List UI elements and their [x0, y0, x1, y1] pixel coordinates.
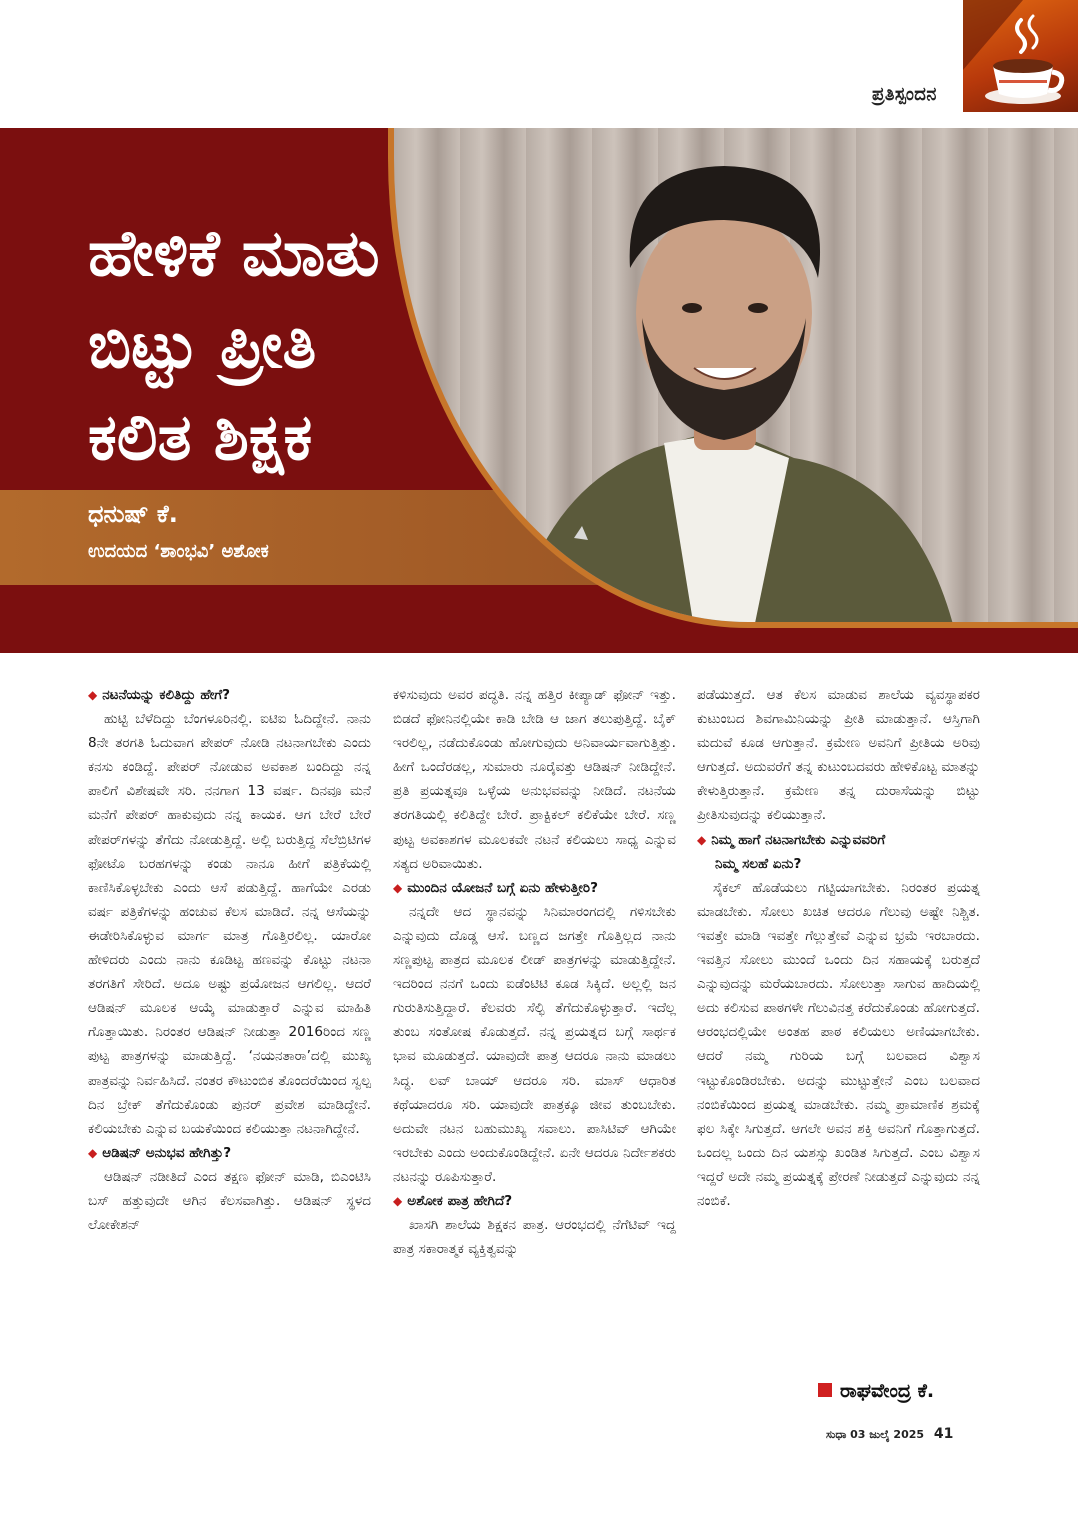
- article-paragraph: ಖಾಸಗಿ ಶಾಲೆಯ ಶಿಕ್ಷಕನ ಪಾತ್ರ. ಆರಂಭದಲ್ಲಿ ನೆಗೆಟಿವ್ ಇದ್ದ ಪಾತ್ರ ಸಕಾರಾತ್ಮಕ ವ್ಯಕ್ತಿತ್ವವನ್ನು: [393, 1217, 676, 1258]
- question-heading: ◆ ಮುಂದಿನ ಯೋಜನೆ ಬಗ್ಗೆ ಏನು ಹೇಳುತ್ತೀರಿ?: [393, 879, 598, 896]
- question-diamond-icon: ◆: [393, 1193, 403, 1208]
- question-heading: ◆ ನಿಮ್ಮ ಹಾಗೆ ನಟನಾಗಬೇಕು ಎನ್ನುವವರಿಗೆ ನಿಮ್ಮ ಸಲಹೆ ಏನು?: [697, 831, 886, 872]
- author-credit: [818, 1380, 934, 1402]
- coffee-cup-icon: [963, 0, 1078, 112]
- article-paragraph: ಕಳಿಸುವುದು ಅವರ ಪದ್ಧತಿ. ನನ್ನ ಹತ್ತಿರ ಕೀಪ್ಯಾಡ್ ಫೋನ್ ಇತ್ತು. ಬಿಡದೆ ಫೋನಿನಲ್ಲಿಯೇ ಕಾಡಿ ಬೇಡಿ ಆ ಜಾಗ ತಲುಪುತ್ತಿದ್ದೆ. ಬೈಕ್ ಇರಲಿಲ್ಲ, ನಡೆದುಕೊಂಡು ಹೋಗುವುದು ಅನಿವಾರ್ಯವಾಗುತ್ತಿತ್ತು. ಹೀಗೆ ಒಂದೆರಡಲ್ಲ, ಸುಮಾರು ನೂರೈವತ್ತು ಆಡಿಷನ್ ನೀಡಿದ್ದೇನೆ. ಪ್ರತಿ ಪ್ರಯತ್ನವೂ ಒಳ್ಳೆಯ ಅನುಭವವನ್ನು ನೀಡಿದೆ. ನಟನೆಯ ತರಗತಿಯಲ್ಲಿ ಕಲಿತಿದ್ದೇ ಬೇರೆ. ಪ್ರಾಕ್ಟಿಕಲ್ ಕಲಿಕೆಯೇ ಬೇರೆ. ಸಣ್ಣ ಪುಟ್ಟ ಅವಕಾಶಗಳ ಮೂಲಕವೇ ನಟನೆ ಕಲಿಯಲು ಸಾಧ್ಯ ಎನ್ನುವ ಸತ್ಯದ ಅರಿವಾಯಿತು.: [393, 687, 676, 872]
- article-paragraph: ಹುಟ್ಟಿ ಬೆಳೆದಿದ್ದು ಬೆಂಗಳೂರಿನಲ್ಲಿ. ಐಟಿಐ ಓದಿದ್ದೇನೆ. ನಾನು 8ನೇ ತರಗತಿ ಓದುವಾಗ ಪೇಪರ್ ನೋಡಿ ನಟನಾಗಬೇಕು ಎಂದು ಕನಸು ಕಂಡಿದ್ದೆ. ಪೇಪರ್ ನೋಡುವ ಅವಕಾಶ ಬಂದಿದ್ದು ನನ್ನ ಪಾಲಿಗೆ ವಿಶೇಷವೇ ಸರಿ. ನನಗಾಗ 13 ವರ್ಷ. ದಿನವೂ ಮನೆ ಮನೆಗೆ ಪೇಪರ್ ಹಾಕುವುದು ನನ್ನ ಕಾಯಕ. ಆಗ ಬೇರೆ ಬೇರೆ ಪೇಪರ್‌ಗಳನ್ನು ತೆಗೆದು ನೋಡುತ್ತಿದ್ದೆ. ಅಲ್ಲಿ ಬರುತ್ತಿದ್ದ ಸೆಲೆಬ್ರಿಟಿಗಳ ಫೋಟೊ ಬರಹಗಳನ್ನು ಕಂಡು ನಾನೂ ಹೀಗೆ ಪತ್ರಿಕೆಯಲ್ಲಿ ಕಾಣಿಸಿಕೊಳ್ಳಬೇಕು ಎಂದು ಆಸೆ ಪಡುತ್ತಿದ್ದೆ. ಹಾಗೆಯೇ ಎರಡು ವರ್ಷ ಪತ್ರಿಕೆಗಳನ್ನು ಹಂಚುವ ಕೆಲಸ ಮಾಡಿದೆ. ನನ್ನ ಆಸೆಯನ್ನು ಈಡೇರಿಸಿಕೊಳ್ಳುವ ಮಾರ್ಗ ಮಾತ್ರ ಗೊತ್ತಿರಲಿಲ್ಲ. ಯಾರೋ ಹೇಳಿದರು ಎಂದು ನಾನು ಕೂಡಿಟ್ಟ ಹಣವನ್ನು ಕೊಟ್ಟು ನಟನಾ ತರಗತಿಗೆ ಸೇರಿದೆ. ಅದೂ ಅಷ್ಟು ಪ್ರಯೋಜನ ಆಗಲಿಲ್ಲ. ಆದರೆ ಆಡಿಷನ್ ಮೂಲಕ ಆಯ್ಕೆ ಮಾಡುತ್ತಾರೆ ಎನ್ನುವ ಮಾಹಿತಿ ಗೊತ್ತಾಯಿತು. ನಿರಂತರ ಆಡಿಷನ್ ನೀಡುತ್ತಾ 2016ರಿಂದ ಸಣ್ಣ ಪುಟ್ಟ ಪಾತ್ರಗಳನ್ನು ಮಾಡುತ್ತಿದ್ದೆ. ‘ನಯನತಾರಾ’ದಲ್ಲಿ ಮುಖ್ಯ ಪಾತ್ರವನ್ನು ನಿರ್ವಹಿಸಿದೆ. ನಂತರ ಕೌಟುಂಬಿಕ ತೊಂದರೆಯಿಂದ ಸ್ವಲ್ಪ ದಿನ ಬ್ರೇಕ್ ತೆಗೆದುಕೊಂಡು ಪುನರ್ ಪ್ರವೇಶ ಮಾಡಿದ್ದೇನೆ. ಕಲಿಯಬೇಕು ಎನ್ನುವ ಬಯಕೆಯಿಂದ ಕಲಿಯುತ್ತಾ ನಟನಾಗಿದ್ದೇನೆ.: [88, 711, 371, 1137]
- title-line: ಬಿಟ್ಟು ಪ್ರೀತಿ: [88, 309, 317, 383]
- question-heading: ◆ ಅಶೋಕ ಪಾತ್ರ ಹೇಗಿದೆ?: [393, 1192, 513, 1209]
- section-label: ಪ್ರತಿಸ್ಪಂದನ: [872, 84, 937, 105]
- author-name: ರಾಘವೇಂದ್ರ ಕೆ.: [840, 1380, 935, 1402]
- question-heading: ◆ ಆಡಿಷನ್ ಅನುಭವ ಹೇಗಿತ್ತು?: [88, 1144, 232, 1161]
- issue-info: ಸುಧಾ 03 ಜುಲೈ 2025: [826, 1428, 925, 1441]
- article-paragraph: ಆಡಿಷನ್ ನಡೀತಿದೆ ಎಂದ ತಕ್ಷಣ ಫೋನ್ ಮಾಡಿ, ಬಿಎಂಟಿಸಿ ಬಸ್ ಹತ್ತುವುದೇ ಆಗಿನ ಕೆಲಸವಾಗಿತ್ತು. ಆಡಿಷನ್ ಸ್ಥಳದ ಲೋಕೇಶನ್: [88, 1168, 371, 1234]
- question-diamond-icon: ◆: [88, 1145, 98, 1160]
- byline-role: ಉದಯದ ‘ಶಾಂಭವಿ’ ಅಶೋಕ: [88, 541, 269, 562]
- question-heading: ◆ ನಟನೆಯನ್ನು ಕಲಿತಿದ್ದು ಹೇಗೆ?: [88, 687, 231, 703]
- article-paragraph: ಪಡೆಯುತ್ತದೆ. ಆತ ಕೆಲಸ ಮಾಡುವ ಶಾಲೆಯ ವ್ಯವಸ್ಥಾಪಕರ ಕುಟುಂಬದ ಶಿವಗಾಮಿನಿಯನ್ನು ಪ್ರೀತಿ ಮಾಡುತ್ತಾನೆ. ಆಸ್ತಿಗಾಗಿ ಮದುವೆ ಕೂಡ ಆಗುತ್ತಾನೆ. ಕ್ರಮೇಣ ಅವನಿಗೆ ಪ್ರೀತಿಯ ಅರಿವು ಆಗುತ್ತದೆ. ಅದುವರೆಗೆ ತನ್ನ ಕುಟುಂಬದವರು ಹೇಳಿಕೊಟ್ಟ ಮಾತನ್ನು ಕೇಳುತ್ತಿರುತ್ತಾನೆ. ಕ್ರಮೇಣ ತನ್ನ ದುರಾಸೆಯನ್ನು ಬಿಟ್ಟು ಪ್ರೀತಿಸುವುದನ್ನು ಕಲಿಯುತ್ತಾನೆ.: [697, 687, 980, 824]
- question-diamond-icon: ◆: [393, 880, 403, 895]
- title-line: ಹೇಳಿಕೆ ಮಾತು: [88, 217, 380, 291]
- question-diamond-icon: ◆: [88, 688, 98, 702]
- article-column-2: [393, 683, 676, 1261]
- page-number: 41: [933, 1426, 954, 1442]
- page-footer: [826, 1426, 953, 1442]
- header-banner: [0, 128, 1078, 653]
- byline-name: ಧನುಷ್ ಕೆ.: [88, 500, 178, 528]
- article-paragraph: ಸೈಕಲ್ ಹೊಡೆಯಲು ಗಟ್ಟಿಯಾಗಬೇಕು. ನಿರಂತರ ಪ್ರಯತ್ನ ಮಾಡಬೇಕು. ಸೋಲು ಖಚಿತ ಆದರೂ ಗೆಲುವು ಅಷ್ಟೇ ನಿಶ್ಚಿತ. ಇವತ್ತೇ ಮಾಡಿ ಇವತ್ತೇ ಗೆಲ್ಲುತ್ತೇವೆ ಎನ್ನುವ ಭ್ರಮೆ ಇರಬಾರದು. ಇವತ್ತಿನ ಸೋಲು ಮುಂದೆ ಒಂದು ದಿನ ಸಹಾಯಕ್ಕೆ ಬರುತ್ತದೆ ಎನ್ನುವುದನ್ನು ಮರೆಯಬಾರದು. ಸೋಲುತ್ತಾ ಸಾಗುವ ಹಾದಿಯಲ್ಲಿ ಅದು ಕಲಿಸುವ ಪಾಠಗಳೇ ಗೆಲುವಿನತ್ತ ಕರೆದುಕೊಂಡು ಹೋಗುತ್ತದೆ. ಆರಂಭದಲ್ಲಿಯೇ ಅಂತಹ ಪಾಠ ಕಲಿಯಲು ಅಣಿಯಾಗಬೇಕು. ಆದರೆ ನಮ್ಮ ಗುರಿಯ ಬಗ್ಗೆ ಬಲವಾದ ವಿಶ್ವಾಸ ಇಟ್ಟುಕೊಂಡಿರಬೇಕು. ಅದನ್ನು ಮುಟ್ಟುತ್ತೇನೆ ಎಂಬ ಬಲವಾದ ನಂಬಿಕೆಯಿಂದ ಪ್ರಯತ್ನ ಮಾಡಬೇಕು. ನಮ್ಮ ಪ್ರಾಮಾಣಿಕ ಶ್ರಮಕ್ಕೆ ಫಲ ಸಿಕ್ಕೇ ಸಿಗುತ್ತದೆ. ಆಗಲೇ ಅವನ ಶಕ್ತಿ ಅವನಿಗೆ ಗೊತ್ತಾಗುತ್ತದೆ. ಒಂದಲ್ಲ ಒಂದು ದಿನ ಯಶಸ್ಸು ಖಂಡಿತ ಸಿಗುತ್ತದೆ. ಎಂಬ ವಿಶ್ವಾಸ ಇದ್ದರೆ ಅದೇ ನಮ್ಮ ಪ್ರಯತ್ನಕ್ಕೆ ಪ್ರೇರಣೆ ನೀಡುತ್ತದೆ ಎನ್ನುವುದು ನನ್ನ ನಂಬಿಕೆ.: [697, 879, 980, 1209]
- article-column-3: [697, 683, 980, 1213]
- red-square-icon: [818, 1383, 832, 1397]
- article-paragraph: ನನ್ನದೇ ಆದ ಸ್ಥಾನವನ್ನು ಸಿನಿಮಾರಂಗದಲ್ಲಿ ಗಳಿಸಬೇಕು ಎನ್ನುವುದು ದೊಡ್ಡ ಆಸೆ. ಬಣ್ಣದ ಜಗತ್ತೇ ಗೊತ್ತಿಲ್ಲದ ನಾನು ಸಣ್ಣಪುಟ್ಟ ಪಾತ್ರದ ಮೂಲಕ ಲೀಡ್ ಪಾತ್ರಗಳನ್ನು ಮಾಡುತ್ತಿದ್ದೇನೆ. ಇದರಿಂದ ನನಗೆ ಒಂದು ಐಡೆಂಟಿಟಿ ಕೂಡ ಸಿಕ್ಕಿದೆ. ಅಲ್ಲಲ್ಲಿ ಜನ ಗುರುತಿಸುತ್ತಿದ್ದಾರೆ. ಕೆಲವರು ಸೆಲ್ಫಿ ತೆಗೆದುಕೊಳ್ಳುತ್ತಾರೆ. ಇದೆಲ್ಲ ತುಂಬ ಸಂತೋಷ ಕೊಡುತ್ತದೆ. ನನ್ನ ಪ್ರಯತ್ನದ ಬಗ್ಗೆ ಸಾರ್ಥಕ ಭಾವ ಮೂಡುತ್ತದೆ. ಯಾವುದೇ ಪಾತ್ರ ಆದರೂ ನಾನು ಮಾಡಲು ಸಿದ್ಧ. ಲವ್ ಬಾಯ್ ಆದರೂ ಸರಿ. ಮಾಸ್ ಆಧಾರಿತ ಕಥೆಯಾದರೂ ಸರಿ. ಯಾವುದೇ ಪಾತ್ರಕ್ಕೂ ಜೀವ ತುಂಬಬೇಕು. ಅದುವೇ ನಟನ ಬಹುಮುಖ್ಯ ಸವಾಲು. ಪಾಸಿಟಿವ್ ಆಗಿಯೇ ಇರಬೇಕು ಎಂದು ಅಂದುಕೊಂಡಿದ್ದೇನೆ. ಏನೇ ಆದರೂ ನಿರ್ದೇಶಕರು ನಟನನ್ನು ರೂಪಿಸುತ್ತಾರೆ.: [393, 903, 676, 1185]
- page-title: [88, 208, 508, 484]
- title-line: ಕಲಿತ ಶಿಕ್ಷಕ: [88, 401, 313, 475]
- question-diamond-icon: ◆: [697, 832, 707, 847]
- article-column-1: [88, 683, 371, 1237]
